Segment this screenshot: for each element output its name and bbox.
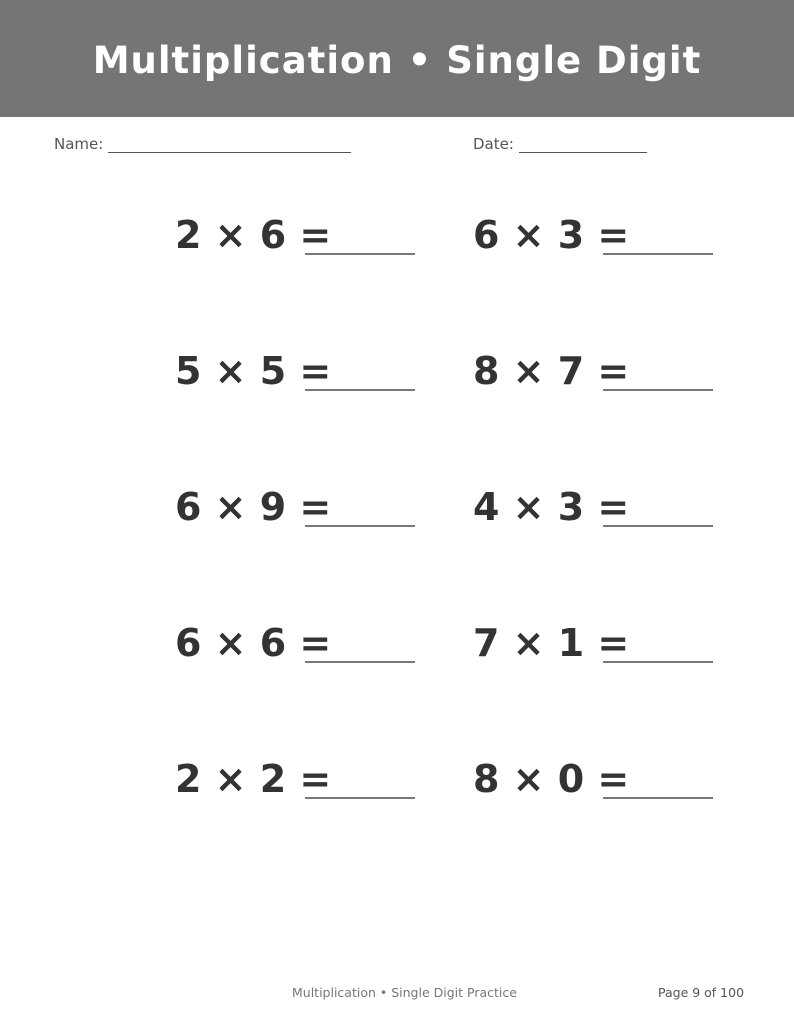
answer-blank-line	[603, 389, 713, 391]
problem-expression: 2 × 6 =	[175, 213, 332, 257]
problem-expression: 8 × 0 =	[473, 757, 630, 801]
answer-blank-line	[305, 253, 415, 255]
page-title: Multiplication • Single Digit	[92, 39, 702, 82]
problem-expression: 6 × 3 =	[473, 213, 630, 257]
problem-expression: 4 × 3 =	[473, 485, 630, 529]
problem-expression: 2 × 2 =	[175, 757, 332, 801]
answer-blank-line	[305, 661, 415, 663]
answer-blank-line	[603, 525, 713, 527]
footer-title: Multiplication • Single Digit Practice	[292, 985, 517, 1000]
page-number: Page 9 of 100	[658, 985, 745, 1000]
answer-blank-line	[603, 661, 713, 663]
problem-expression: 6 × 9 =	[175, 485, 332, 529]
name-label: Name:	[54, 135, 104, 153]
problem-expression: 7 × 1 =	[473, 621, 630, 665]
date-blank-line	[519, 136, 647, 153]
problem-expression: 8 × 7 =	[473, 349, 630, 393]
answer-blank-line	[603, 797, 713, 799]
answer-blank-line	[305, 525, 415, 527]
name-blank-line	[108, 136, 351, 153]
problem-expression: 5 × 5 =	[175, 349, 332, 393]
date-field	[473, 135, 647, 153]
problem-expression: 6 × 6 =	[175, 621, 332, 665]
answer-blank-line	[603, 253, 713, 255]
name-field	[54, 135, 351, 153]
answer-blank-line	[305, 797, 415, 799]
worksheet-header	[0, 0, 794, 117]
answer-blank-line	[305, 389, 415, 391]
date-label: Date:	[473, 135, 514, 153]
